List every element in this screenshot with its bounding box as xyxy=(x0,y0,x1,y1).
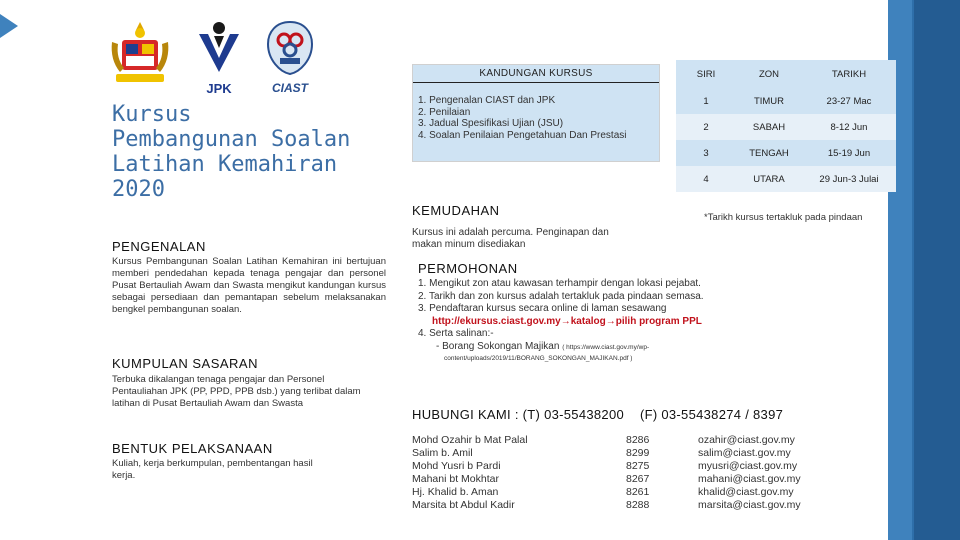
slide-arrow-icon xyxy=(0,14,18,38)
contact-name: Mahani bt Mokhtar xyxy=(412,473,499,485)
contact-email[interactable]: myusri@ciast.gov.my xyxy=(698,460,798,472)
right-decorative-band xyxy=(888,0,960,540)
cell-zon: UTARA xyxy=(736,166,802,192)
title-line: 2020 xyxy=(112,177,165,202)
contact-email[interactable]: mahani@ciast.gov.my xyxy=(698,473,801,485)
kemudahan-heading: KEMUDAHAN xyxy=(412,203,500,218)
cell-tarikh: 8-12 Jun xyxy=(802,114,896,140)
borang-label: - Borang Sokongan Majikan xyxy=(436,340,560,352)
borang-url-cont[interactable]: content/uploads/2019/11/BORANG_SOKONGAN_MAJIKAN.pdf ) xyxy=(444,355,633,362)
contact-row xyxy=(412,473,832,486)
pengenalan-heading: PENGENALAN xyxy=(112,239,206,254)
contact-row xyxy=(412,460,832,473)
list-item: 3. Jadual Spesifikasi Ujian (JSU) xyxy=(418,118,564,129)
contact-name: Salim b. Amil xyxy=(412,447,473,459)
kandungan-list xyxy=(413,83,659,141)
kemudahan-body: Kursus ini adalah percuma. Penginapan dan makan minum disediakan xyxy=(412,227,609,250)
table-row xyxy=(676,140,896,166)
title-line: Latihan Kemahiran xyxy=(112,152,338,177)
header-siri: SIRI xyxy=(676,60,736,88)
contact-email[interactable]: ozahir@ciast.gov.my xyxy=(698,434,795,446)
kandungan-box xyxy=(412,64,660,162)
header-tarikh: TARIKH xyxy=(802,60,896,88)
list-item: 1. Mengikut zon atau kawasan terhampir dengan lokasi pejabat. xyxy=(418,278,701,289)
cell-zon: SABAH xyxy=(736,114,802,140)
cell-tarikh: 29 Jun-3 Julai xyxy=(802,166,896,192)
contact-fax: (F) 03-55438274 / 8397 xyxy=(639,407,784,422)
title-line: Kursus xyxy=(112,102,192,127)
cell-siri: 4 xyxy=(676,166,736,192)
contact-heading xyxy=(412,407,783,422)
permohonan-list xyxy=(418,278,758,364)
contact-name: Mohd Yusri b Pardi xyxy=(412,460,501,472)
contact-list xyxy=(412,434,832,512)
title-line: Pembangunan Soalan xyxy=(112,127,351,152)
contact-row xyxy=(412,447,832,460)
contact-name: Hj. Khalid b. Aman xyxy=(412,486,499,498)
cell-zon: TIMUR xyxy=(736,88,802,114)
cell-zon: TENGAH xyxy=(736,140,802,166)
contact-email[interactable]: khalid@ciast.gov.my xyxy=(698,486,794,498)
cell-siri: 1 xyxy=(676,88,736,114)
jpk-logo-text: JPK xyxy=(206,81,232,96)
jpk-logo-icon xyxy=(194,20,244,74)
ciast-logo-text: CIAST xyxy=(272,81,308,95)
contact-ext: 8288 xyxy=(626,499,650,511)
contact-row xyxy=(412,499,832,512)
permohonan-heading: PERMOHONAN xyxy=(418,261,518,276)
cell-tarikh: 23-27 Mac xyxy=(802,88,896,114)
contact-ext: 8299 xyxy=(626,447,650,459)
cell-siri: 2 xyxy=(676,114,736,140)
coat-of-arms-icon xyxy=(108,20,172,90)
kumpulan-heading: KUMPULAN SASARAN xyxy=(112,356,258,371)
contact-email[interactable]: salim@ciast.gov.my xyxy=(698,447,791,459)
bentuk-heading: BENTUK PELAKSANAAN xyxy=(112,441,273,456)
contact-ext: 8286 xyxy=(626,434,650,446)
contact-ext: 8261 xyxy=(626,486,650,498)
logo-strip xyxy=(108,20,328,94)
header-zon: ZON xyxy=(736,60,802,88)
table-header-row xyxy=(676,60,896,88)
kandungan-heading: KANDUNGAN KURSUS xyxy=(413,65,659,83)
contact-email[interactable]: marsita@ciast.gov.my xyxy=(698,499,801,511)
cell-siri: 3 xyxy=(676,140,736,166)
list-item: 2. Tarikh dan zon kursus adalah tertakluk pada pindaan semasa. xyxy=(418,290,704,302)
contact-name: Mohd Ozahir b Mat Palal xyxy=(412,434,528,446)
list-item-sub xyxy=(418,341,758,355)
cell-tarikh: 15-19 Jun xyxy=(802,140,896,166)
list-item: 4. Serta salinan:- xyxy=(418,328,494,339)
contact-row xyxy=(412,434,832,447)
ciast-logo-icon xyxy=(258,20,322,76)
bentuk-body: Kuliah, kerja berkumpulan, pembentangan hasil kerja. xyxy=(112,458,313,481)
schedule-note: *Tarikh kursus tertakluk pada pindaan xyxy=(704,212,863,223)
jpk-logo xyxy=(194,20,244,96)
borang-url[interactable]: ( https://www.ciast.gov.my/wp- xyxy=(562,343,650,351)
contact-phone: HUBUNGI KAMI : (T) 03-55438200 xyxy=(412,407,625,422)
list-item: 4. Soalan Penilaian Pengetahuan Dan Prestasi xyxy=(418,129,627,141)
contact-name: Marsita bt Abdul Kadir xyxy=(412,499,515,511)
list-item: 1. Pengenalan CIAST dan JPK xyxy=(418,95,556,106)
table-row xyxy=(676,114,896,140)
list-item: 3. Pendaftaran kursus secara online di laman sesawang xyxy=(418,303,667,314)
contact-row xyxy=(412,486,832,499)
course-title xyxy=(112,102,402,202)
contact-ext: 8275 xyxy=(626,460,650,472)
ekursus-link[interactable]: http://ekursus.ciast.gov.my→katalog→pilih program PPL xyxy=(432,315,702,327)
list-item: 2. Penilaian xyxy=(418,106,471,118)
schedule-table xyxy=(676,60,896,192)
table-row xyxy=(676,166,896,192)
contact-ext: 8267 xyxy=(626,473,650,485)
table-row xyxy=(676,88,896,114)
pengenalan-body: Kursus Pembangunan Soalan Latihan Kemahiran ini bertujuan memberi pendedahan kepada tenaga pengajar dan personel Pusat Bertauliah Awam dan Swasta mengikut kandungan kursus sebagai persediaan dan pemantapan sebelum melaksanakan bengkel pembangunan soalan. xyxy=(112,256,386,315)
kumpulan-body: Terbuka dikalangan tenaga pengajar dan Personel Pentauliahan JPK (PP, PPD, PPB dsb.) yang terlibat dalam latihan di Pusat Bertauliah Awam dan Swasta xyxy=(112,374,361,409)
ciast-logo xyxy=(258,20,322,95)
